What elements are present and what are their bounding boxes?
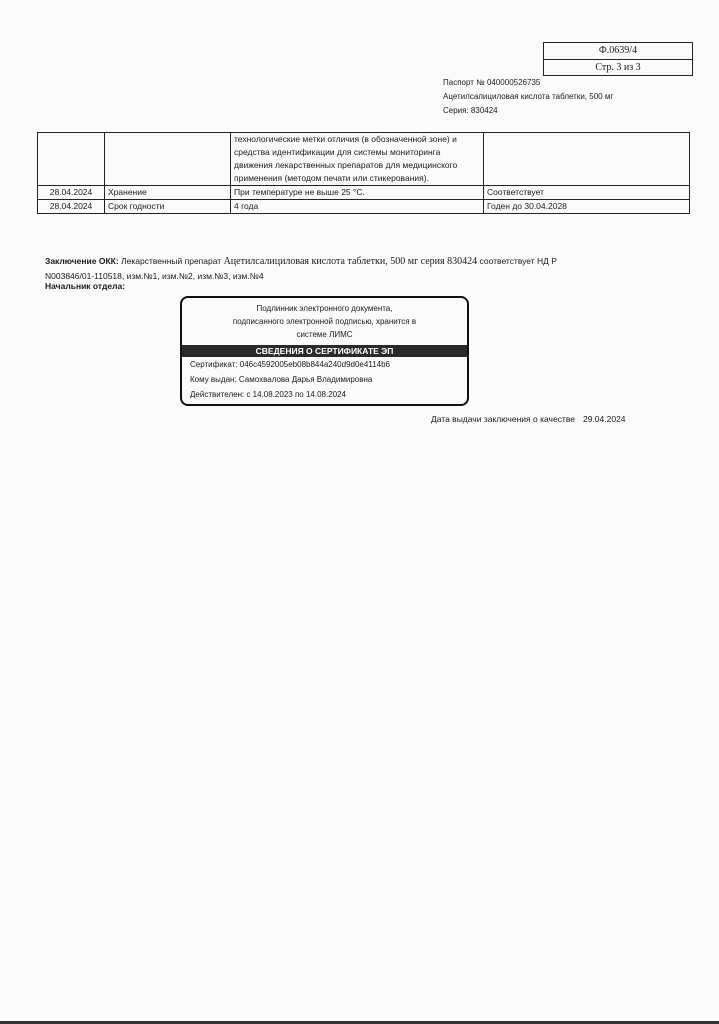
page-number: Стр. 3 из 3	[595, 62, 641, 73]
head-of-department-label: Начальник отдела:	[45, 281, 126, 291]
stamp-text	[182, 298, 467, 345]
conclusion-product: Ацетилсалициловая кислота таблетки, 500 мг серия 830424	[223, 256, 478, 267]
cell-indicator: Хранение	[105, 186, 231, 200]
cell-result: Соответствует	[484, 186, 690, 200]
test-results-table	[37, 132, 690, 214]
passport-number: Паспорт № 040000526735	[443, 78, 541, 87]
stamp-line: системе ЛИМС	[296, 330, 353, 339]
cell-date	[38, 133, 105, 186]
cell-indicator	[105, 133, 231, 186]
table-row	[38, 200, 690, 214]
stamp-line: подписанного электронной подписью, хранится в	[232, 317, 417, 326]
passport-header	[443, 76, 613, 118]
certificate-validity: Действителен: с 14.08.2023 по 14.08.2024	[190, 390, 346, 399]
cell-indicator: Срок годности	[105, 200, 231, 214]
cell-result: Годен до 30.04.2028	[484, 200, 690, 214]
table-row	[38, 186, 690, 200]
issue-date	[431, 414, 626, 424]
stamp-line: Подлинник электронного документа,	[256, 304, 393, 313]
conclusion-text-post: соответствует НД Р N003846/01-110518, изм.№1, изм.№2, изм.№3, изм.№4	[45, 256, 557, 281]
qc-conclusion	[45, 254, 605, 283]
passport-series: Серия: 830424	[443, 106, 498, 115]
cell-date: 28.04.2024	[38, 186, 105, 200]
e-signature-stamp	[180, 296, 469, 406]
certificate-header: СВЕДЕНИЯ О СЕРТИФИКАТЕ ЭП	[182, 345, 467, 357]
form-code-box	[543, 42, 693, 76]
certificate-number: Сертификат: 046c4592005eb08b844a240d9d0e4114b6	[190, 360, 390, 369]
cell-date: 28.04.2024	[38, 200, 105, 214]
conclusion-text-pre: Лекарственный препарат	[121, 256, 222, 266]
issue-date-value: 29.04.2024	[582, 414, 626, 424]
form-code: Ф.0639/4	[544, 43, 692, 60]
conclusion-label: Заключение ОКК:	[45, 256, 119, 266]
cell-result	[484, 133, 690, 186]
cell-requirement: 4 года	[231, 200, 484, 214]
certificate-owner: Кому выдан: Самохвалова Дарья Владимировна	[190, 375, 373, 384]
issue-date-label: Дата выдачи заключения о качестве	[431, 414, 575, 424]
cell-requirement: При температуре не выше 25 °С.	[231, 186, 484, 200]
cell-requirement: технологические метки отличия (в обозначенной зоне) и средства идентификации для системы мониторинга движения лекарственных препаратов для медицинского применения (методом печати или стикерования).	[231, 133, 484, 186]
table-row	[38, 133, 690, 186]
passport-product: Ацетилсалициловая кислота таблетки, 500 мг	[443, 92, 614, 101]
